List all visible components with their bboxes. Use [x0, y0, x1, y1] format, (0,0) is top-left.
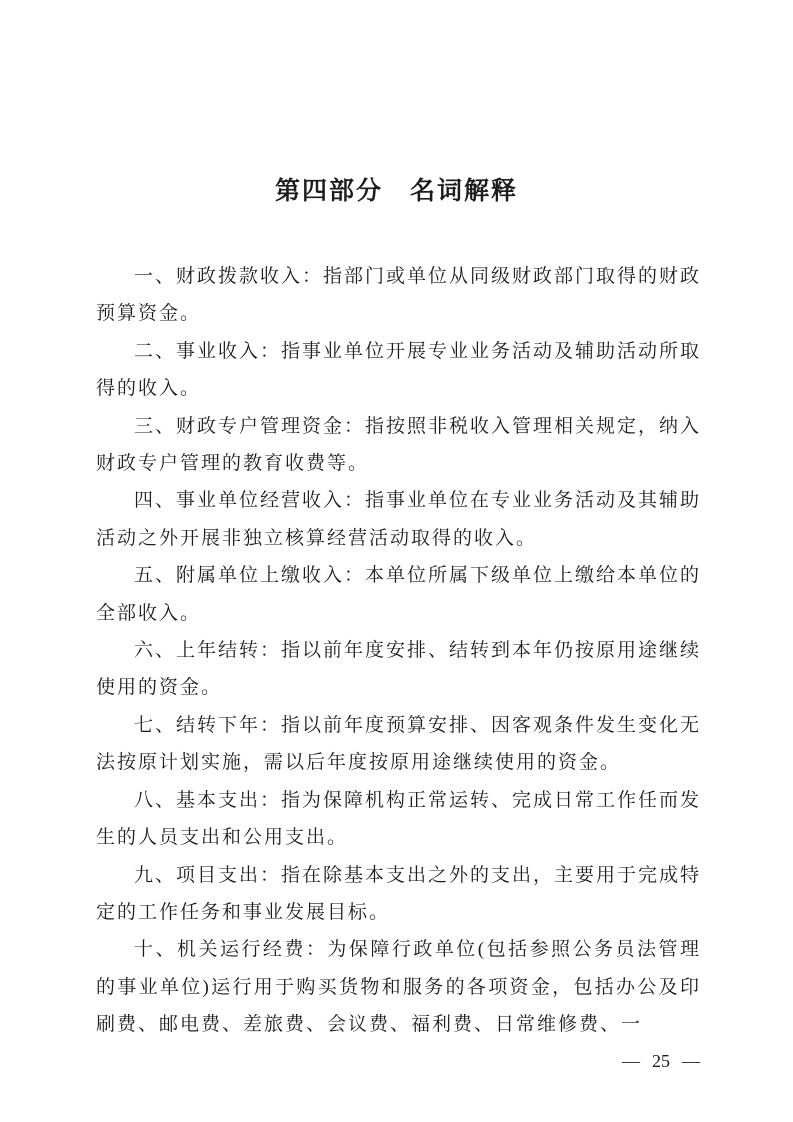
document-body [96, 258, 701, 1044]
definition-paragraph-5: 五、附属单位上缴收入：本单位所属下级单位上缴给本单位的全部收入。 [96, 565, 702, 624]
definition-paragraph-4: 四、事业单位经营收入：指事业单位在专业业务活动及其辅助活动之外开展非独立核算经营活动取得的收入。 [96, 490, 702, 549]
page-number-right-dash: — [682, 1051, 700, 1071]
definition-paragraph-9: 九、项目支出：指在除基本支出之外的支出，主要用于完成特定的工作任务和事业发展目标。 [96, 864, 702, 923]
page-number-left-dash: — [622, 1051, 640, 1071]
page-number [622, 1051, 700, 1072]
definition-paragraph-7: 七、结转下年：指以前年度预算安排、因客观条件发生变化无法按原计划实施，需以后年度按原用途继续使用的资金。 [96, 714, 702, 774]
page-number-value: 25 [652, 1051, 670, 1071]
definition-paragraph-8: 八、基本支出：指为保障机构正常运转、完成日常工作任而发生的人员支出和公用支出。 [96, 789, 702, 849]
definition-paragraph-10: 十、机关运行经费：为保障行政单位(包括参照公务员法管理的事业单位)运行用于购买货物和服务的各项资金，包括办公及印刷费、邮电费、差旅费、会议费、福利费、日常维修费、一 [96, 939, 701, 1036]
definition-paragraph-2: 二、事业收入：指事业单位开展专业业务活动及辅助活动所取得的收入。 [96, 340, 702, 400]
definition-paragraph-3: 三、财政专户管理资金：指按照非税收入管理相关规定，纳入财政专户管理的教育收费等。 [96, 415, 702, 475]
definition-paragraph-1: 一、财政拨款收入：指部门或单位从同级财政部门取得的财政预算资金。 [96, 266, 702, 325]
definition-paragraph-6: 六、上年结转：指以前年度安排、结转到本年仍按原用途继续使用的资金。 [96, 640, 702, 699]
page-title: 第四部分 名词解释 [274, 178, 518, 205]
